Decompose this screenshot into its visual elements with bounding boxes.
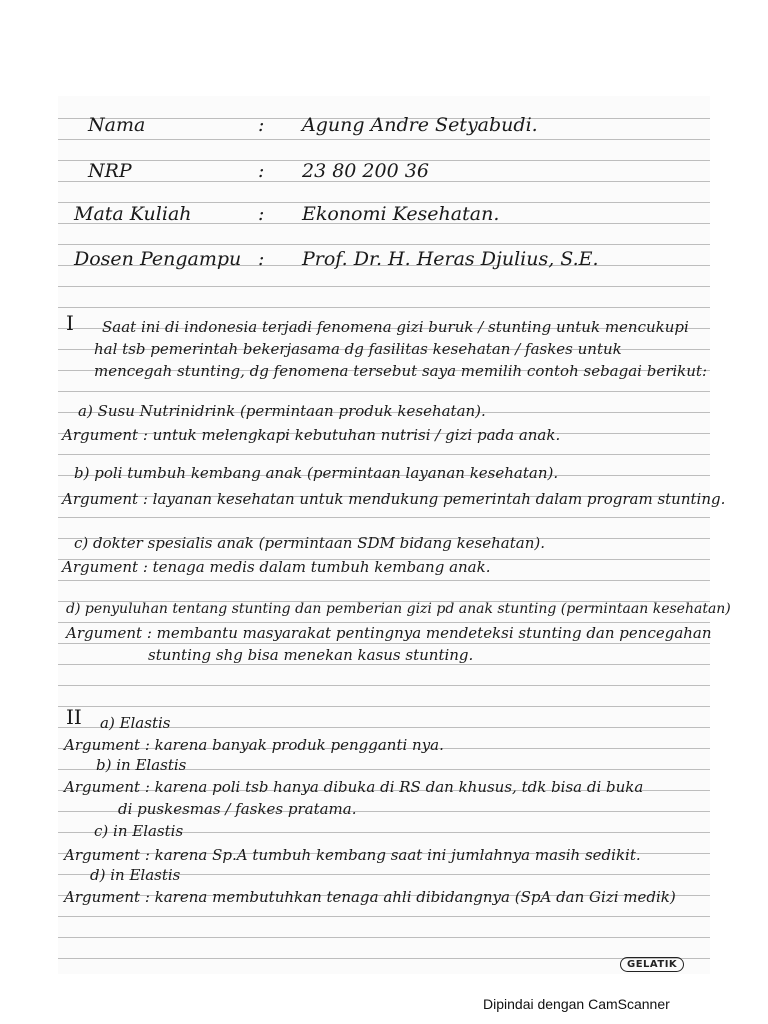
camscanner-footer: Dipindai dengan CamScanner: [483, 996, 670, 1012]
dosen-row: [74, 250, 599, 268]
matkul-value: Ekonomi Kesehatan.: [302, 203, 500, 225]
colon: :: [258, 160, 265, 182]
item2-a-title: a) Elastis: [100, 714, 171, 732]
item-d-argument-2: stunting shg bisa menekan kasus stunting.: [148, 646, 474, 664]
nama-label: Nama: [88, 114, 146, 136]
matkul-label: Mata Kuliah: [74, 203, 192, 225]
item2-a-argument: Argument : karena banyak produk pengganti nya.: [64, 736, 444, 754]
item2-b-title: b) in Elastis: [96, 756, 187, 774]
item-a-argument: Argument : untuk melengkapi kebutuhan nutrisi / gizi pada anak.: [62, 426, 561, 444]
intro-line-2: hal tsb pemerintah bekerjasama dg fasilitas kesehatan / faskes untuk: [94, 340, 622, 358]
item2-b-argument-2: di puskesmas / faskes pratama.: [118, 800, 357, 818]
item2-c-argument: Argument : karena Sp.A tumbuh kembang saat ini jumlahnya masih sedikit.: [64, 846, 641, 864]
item-d-argument-1: Argument : membantu masyarakat pentingnya mendeteksi stunting dan pencegahan: [66, 624, 712, 642]
nrp-label: NRP: [88, 160, 132, 182]
intro-line-1: Saat ini di indonesia terjadi fenomena gizi buruk / stunting untuk mencukupi: [102, 318, 689, 336]
item2-b-argument-1: Argument : karena poli tsb hanya dibuka di RS dan khusus, tdk bisa di buka: [64, 778, 644, 796]
item-b-title: b) poli tumbuh kembang anak (permintaan layanan kesehatan).: [74, 464, 559, 482]
item-c-title: c) dokter spesialis anak (permintaan SDM bidang kesehatan).: [74, 534, 545, 552]
nrp-row: [88, 162, 429, 180]
nama-value: Agung Andre Setyabudi.: [302, 114, 538, 136]
colon: :: [258, 203, 265, 225]
item-c-argument: Argument : tenaga medis dalam tumbuh kembang anak.: [62, 558, 491, 576]
section-numeral-1: I: [66, 311, 74, 335]
item2-d-argument: Argument : karena membutuhkan tenaga ahli dibidangnya (SpA dan Gizi medik): [64, 888, 676, 906]
nama-row: [88, 116, 538, 134]
item-d-title: d) penyuluhan tentang stunting dan pemberian gizi pd anak stunting (permintaan kesehatan): [66, 601, 731, 617]
matkul-row: [74, 205, 499, 223]
colon: :: [258, 114, 265, 136]
section-numeral-2: II: [66, 705, 82, 729]
intro-line-3: mencegah stunting, dg fenomena tersebut saya memilih contoh sebagai berikut:: [94, 362, 708, 380]
dosen-label: Dosen Pengampu: [74, 248, 242, 270]
dosen-value: Prof. Dr. H. Heras Djulius, S.E.: [302, 248, 599, 270]
item-a-title: a) Susu Nutrinidrink (permintaan produk kesehatan).: [78, 402, 486, 420]
colon: :: [258, 248, 265, 270]
nrp-value: 23 80 200 36: [302, 160, 429, 182]
item-b-argument: Argument : layanan kesehatan untuk mendukung pemerintah dalam program stunting.: [62, 490, 726, 508]
item2-c-title: c) in Elastis: [94, 822, 184, 840]
item2-d-title: d) in Elastis: [90, 866, 181, 884]
gelatik-stamp: GELATIK: [620, 957, 684, 972]
